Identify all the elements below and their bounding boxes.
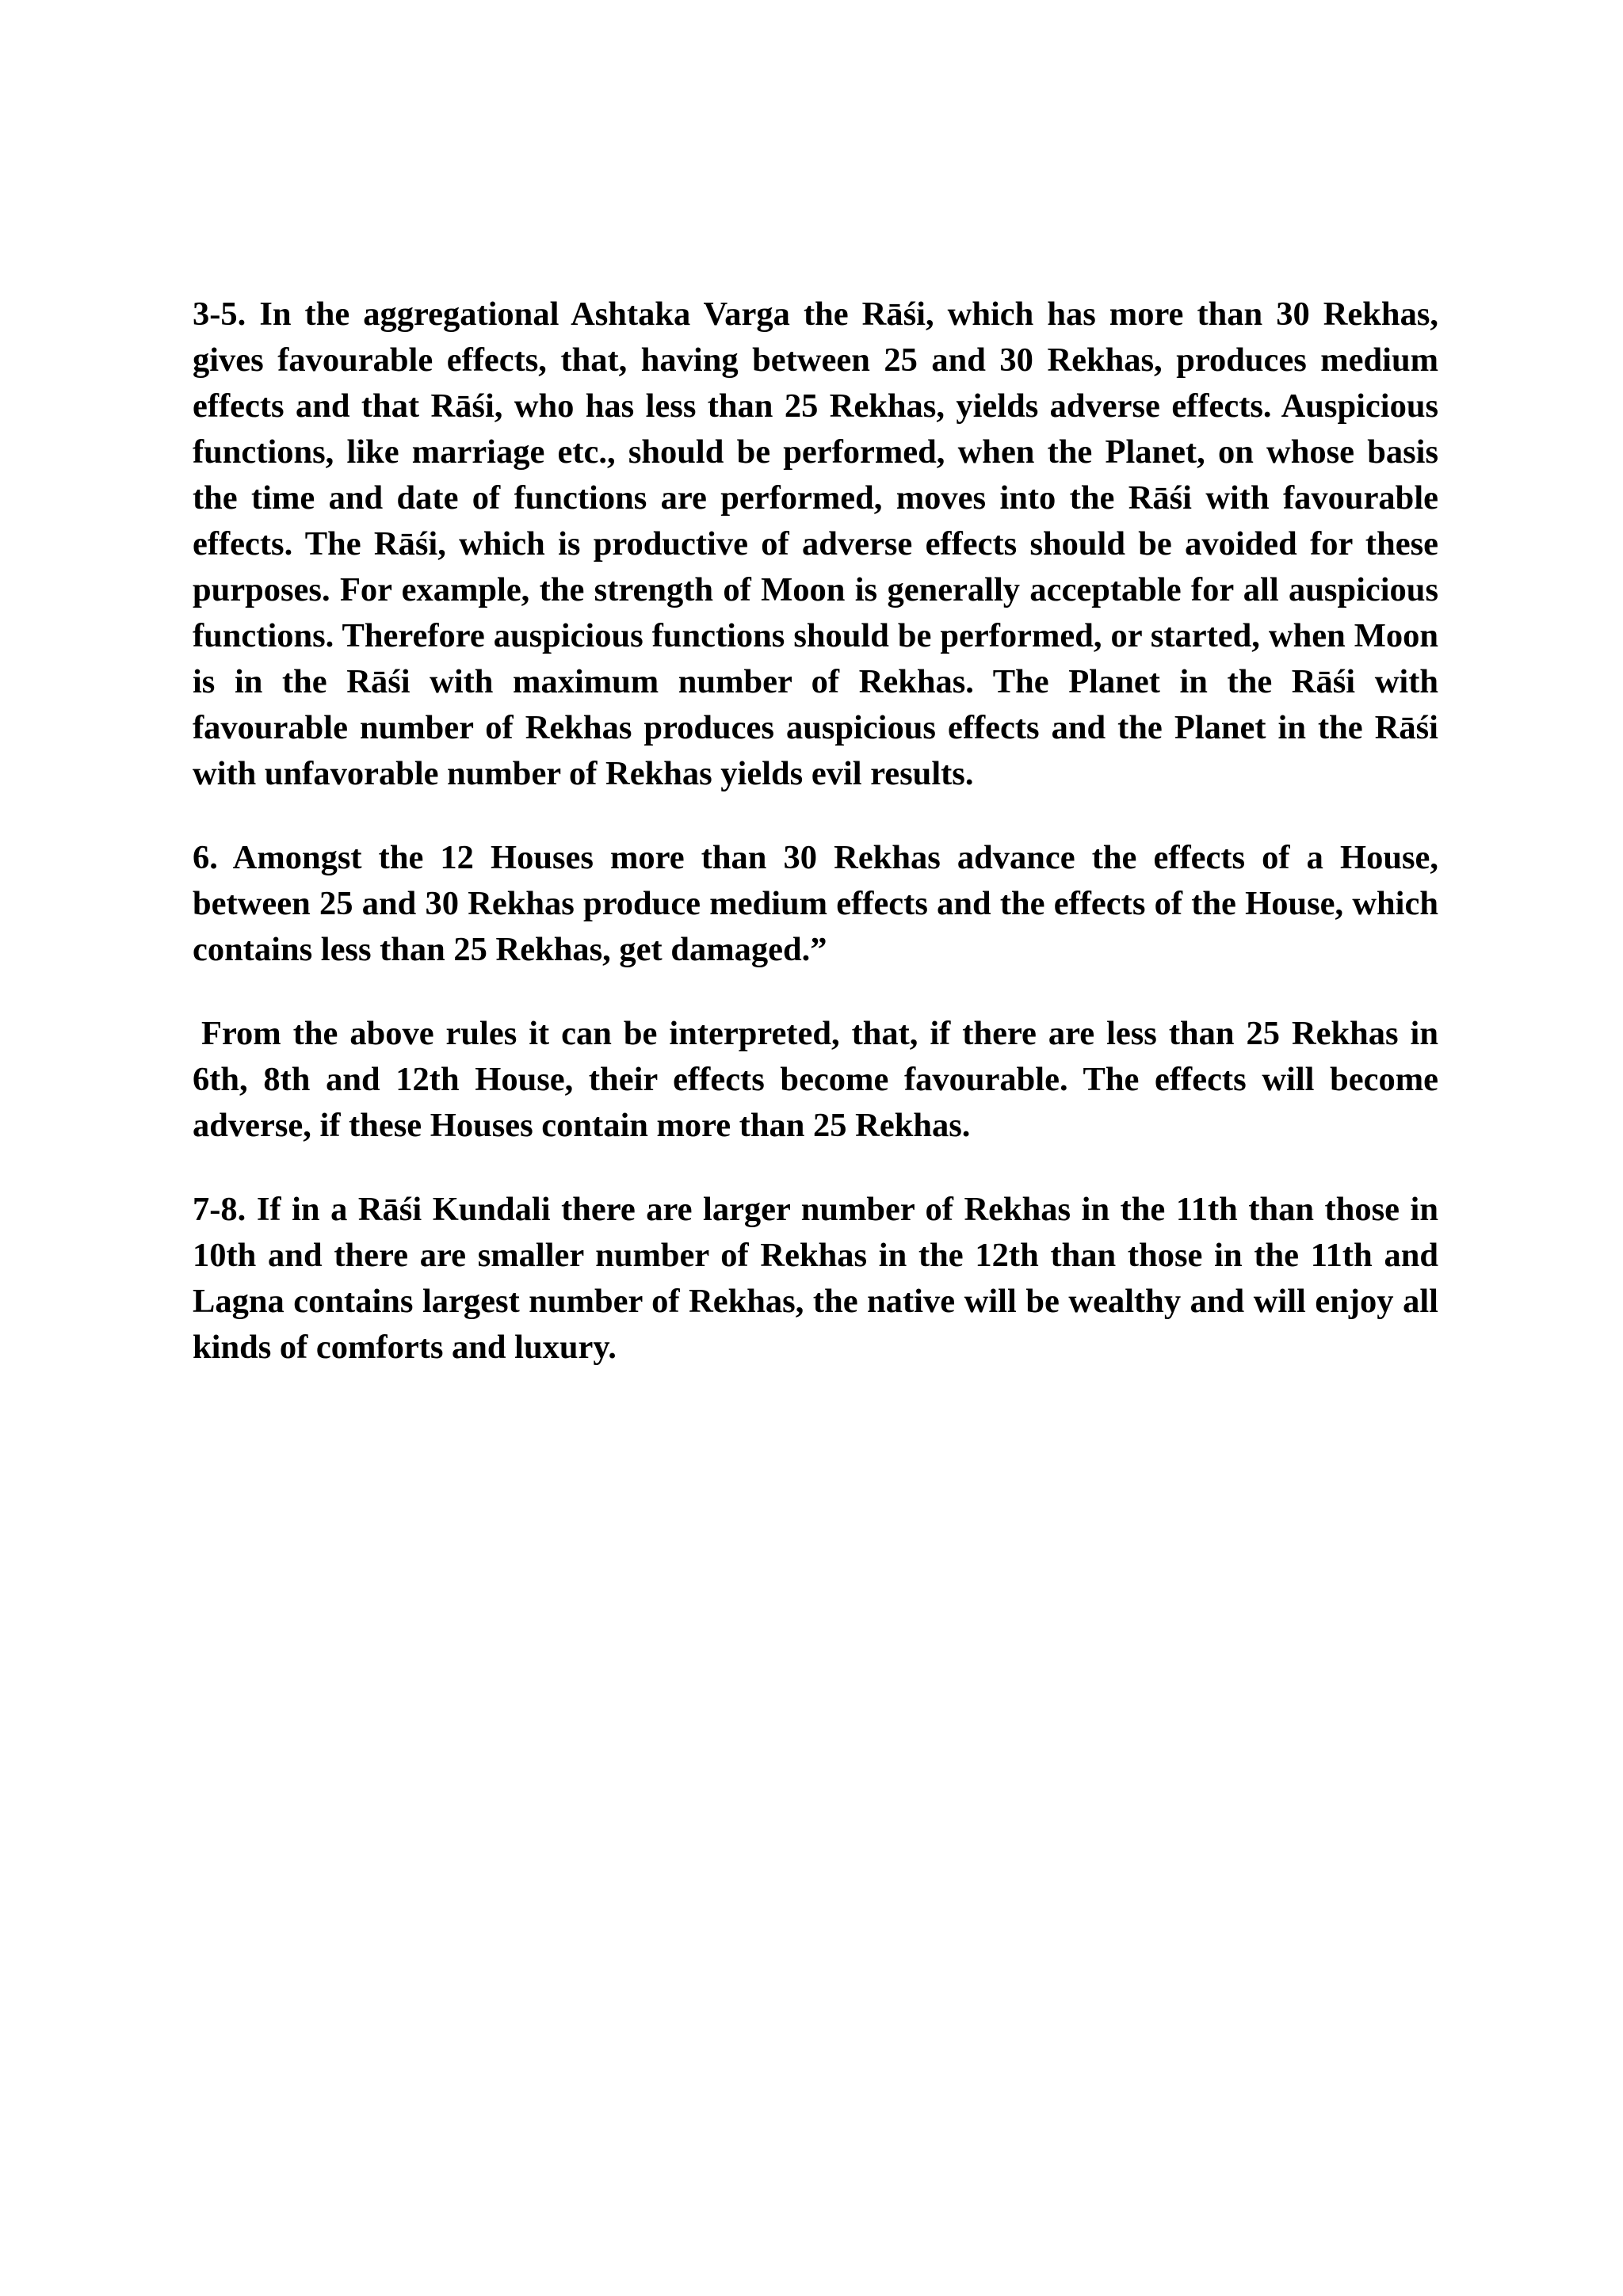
paragraph-verses-7-8: 7-8. If in a Rāśi Kundali there are larger number of Rekhas in the 11th than those in 10th and there are smaller number of Rekhas in the 12th than those in the 11th and Lagna contains largest number of Rekhas, the native will be wealthy and will enjoy all kinds of comforts and luxury.: [193, 1191, 1438, 1366]
paragraph-interpretation: From the above rules it can be interpreted, that, if there are less than 25 Rekhas in 6th, 8th and 12th House, their effects become favourable. The effects will become adverse, if these Houses contain more than 25 Rekhas.: [193, 1015, 1438, 1144]
paragraph-verse-6: 6. Amongst the 12 Houses more than 30 Rekhas advance the effects of a House, between 25 and 30 Rekhas produce medium effects and the effects of the House, which contains less than 25 Rekhas, get damaged.”: [193, 839, 1438, 968]
document-body: [193, 292, 1438, 1371]
paragraph-verses-3-5: 3-5. In the aggregational Ashtaka Varga the Rāśi, which has more than 30 Rekhas, gives favourable effects, that, having between 25 and 30 Rekhas, produces medium effects and that Rāśi, who has less than 25 Rekhas, yields adverse effects. Auspicious functions, like marriage etc., should be performed, when the Planet, on whose basis the time and date of functions are performed, moves into the Rāśi with favourable effects. The Rāśi, which is productive of adverse effects should be avoided for these purposes. For example, the strength of Moon is generally acceptable for all auspicious functions. Therefore auspicious functions should be performed, or started, when Moon is in the Rāśi with maximum number of Rekhas. The Planet in the Rāśi with favourable number of Rekhas produces auspicious effects and the Planet in the Rāśi with unfavorable number of Rekhas yields evil results.: [193, 296, 1438, 792]
